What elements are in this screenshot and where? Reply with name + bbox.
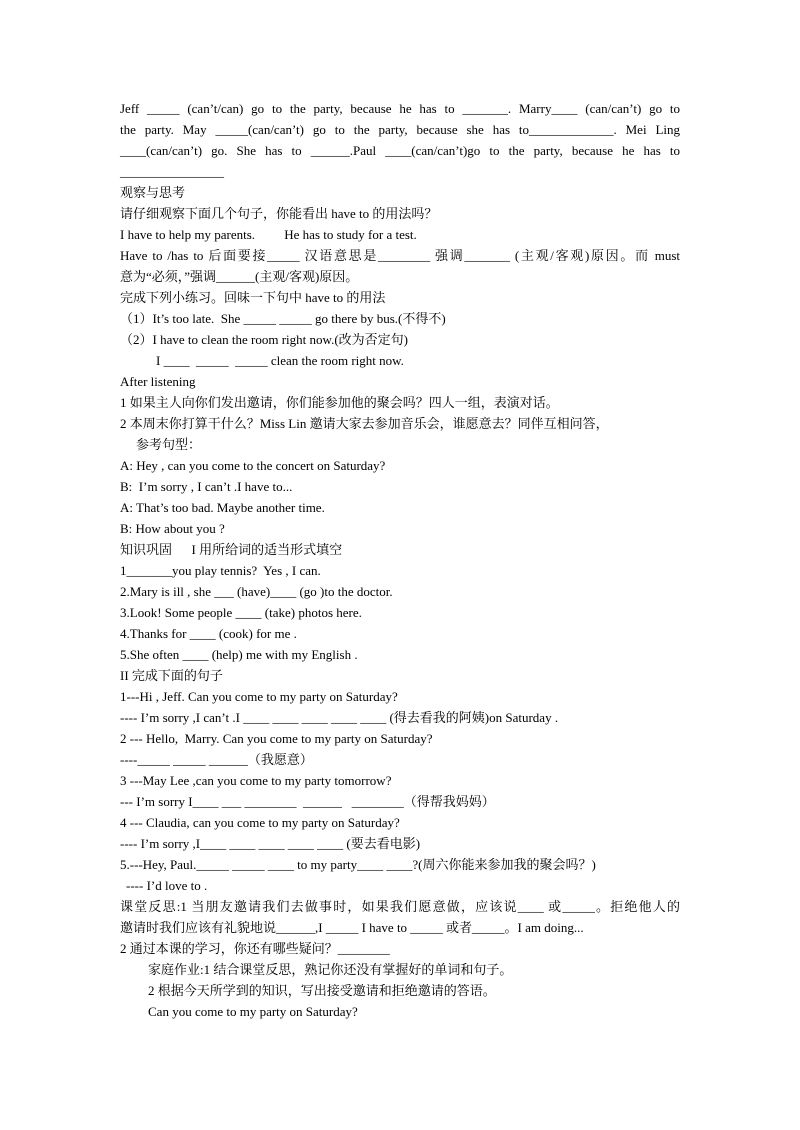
exercise-item: 1---Hi , Jeff. Can you come to my party on Saturday? bbox=[120, 689, 398, 704]
exercise-item: --- I’m sorry I____ ___ ________ ______ ________（得帮我妈妈） bbox=[120, 794, 495, 809]
exercise-item: 2 --- Hello, Marry. Can you come to my party on Saturday? bbox=[120, 731, 433, 746]
worksheet bbox=[120, 98, 680, 1022]
exercise-item: 3 ---May Lee ,can you come to my party tomorrow? bbox=[120, 773, 392, 788]
dialogue-line: B: How about you ? bbox=[120, 521, 225, 536]
grammar-note: 意为“必须，”强调______(主观/客观)原因。 bbox=[120, 269, 359, 284]
grammar-note: Have to /has to 后面要接_____ 汉语意思是________ 强调_______ (主观/客观)原因。而 must bbox=[120, 248, 680, 263]
section-heading: After listening bbox=[120, 374, 196, 389]
exercise-line: ____(can/can’t) go. She has to ______.Paul ____(can/can’t)go to the party, because he has to bbox=[120, 143, 680, 158]
exercise-item: 4.Thanks for ____ (cook) for me . bbox=[120, 626, 297, 641]
exercise-item: I ____ _____ _____ clean the room right now. bbox=[156, 353, 404, 368]
exercise-item: 2.Mary is ill , she ___ (have)____ (go )to the doctor. bbox=[120, 584, 393, 599]
homework-line: Can you come to my party on Saturday? bbox=[148, 1004, 358, 1019]
exercise-item: 1_______you play tennis? Yes , I can. bbox=[120, 563, 321, 578]
section-heading: 观察与思考 bbox=[120, 185, 186, 200]
example-sentence: I have to help my parents. He has to study for a test. bbox=[120, 227, 417, 242]
exercise-item: 5.---Hey, Paul._____ _____ ____ to my party____ ____?(周六你能来参加我的聚会吗？) bbox=[120, 857, 596, 872]
reflection-line: 课堂反思:1 当朋友邀请我们去做事时，如果我们愿意做，应该说____ 或_____。拒绝他人的 bbox=[120, 899, 680, 914]
section-heading: II 完成下面的句子 bbox=[120, 668, 223, 683]
exercise-line: Jeff _____ (can’t/can) go to the party, because he has to _______. Marry____ (can/can’t) go to bbox=[120, 101, 680, 116]
exercise-item: 3.Look! Some people ____ (take) photos here. bbox=[120, 605, 362, 620]
exercise-line: the party. May _____(can/can’t) go to the party, because she has to_____________. Mei Ling bbox=[120, 122, 680, 137]
exercise-item: （2）I have to clean the room right now.(改为否定句) bbox=[120, 332, 408, 347]
dialogue-line: A: Hey , can you come to the concert on Saturday? bbox=[120, 458, 386, 473]
blank-line: ________________ bbox=[120, 164, 224, 179]
exercise-item: （1）It’s too late. She _____ _____ go there by bus.(不得不) bbox=[120, 311, 446, 326]
exercise-item: 5.She often ____ (help) me with my English . bbox=[120, 647, 358, 662]
instruction: 完成下列小练习。回味一下句中 have to 的用法 bbox=[120, 290, 386, 305]
homework-line: 家庭作业:1 结合课堂反思，熟记你还没有掌握好的单词和句子。 bbox=[148, 962, 513, 977]
dialogue-line: B: I’m sorry , I can’t .I have to... bbox=[120, 479, 293, 494]
section-heading: 知识巩固 I 用所给词的适当形式填空 bbox=[120, 542, 343, 557]
reference-heading: 参考句型： bbox=[136, 437, 202, 452]
reflection-line: 邀请时我们应该有礼貌地说______,I _____ I have to _____ 或者_____。I am doing... bbox=[120, 920, 584, 935]
reflection-line: 2 通过本课的学习，你还有哪些疑问？________ bbox=[120, 941, 390, 956]
exercise-item: 4 --- Claudia, can you come to my party on Saturday? bbox=[120, 815, 400, 830]
exercise-item: ---- I’m sorry ,I can’t .I ____ ____ ____ ____ ____ (得去看我的阿姨)on Saturday . bbox=[120, 710, 559, 725]
homework-line: 2 根据今天所学到的知识，写出接受邀请和拒绝邀请的答语。 bbox=[148, 983, 496, 998]
exercise-item: ---- I’d love to . bbox=[126, 878, 208, 893]
activity-item: 2 本周末你打算干什么？Miss Lin 邀请大家去参加音乐会，谁愿意去？同伴互相问答， bbox=[120, 416, 609, 431]
activity-item: 1 如果主人向你们发出邀请，你们能参加他的聚会吗？四人一组，表演对话。 bbox=[120, 395, 559, 410]
exercise-item: ----_____ _____ ______（我愿意） bbox=[120, 752, 313, 767]
dialogue-line: A: That’s too bad. Maybe another time. bbox=[120, 500, 325, 515]
instruction: 请仔细观察下面几个句子，你能看出 have to 的用法吗？ bbox=[120, 206, 438, 221]
exercise-item: ---- I’m sorry ,I____ ____ ____ ____ ____ (要去看电影) bbox=[120, 836, 421, 851]
